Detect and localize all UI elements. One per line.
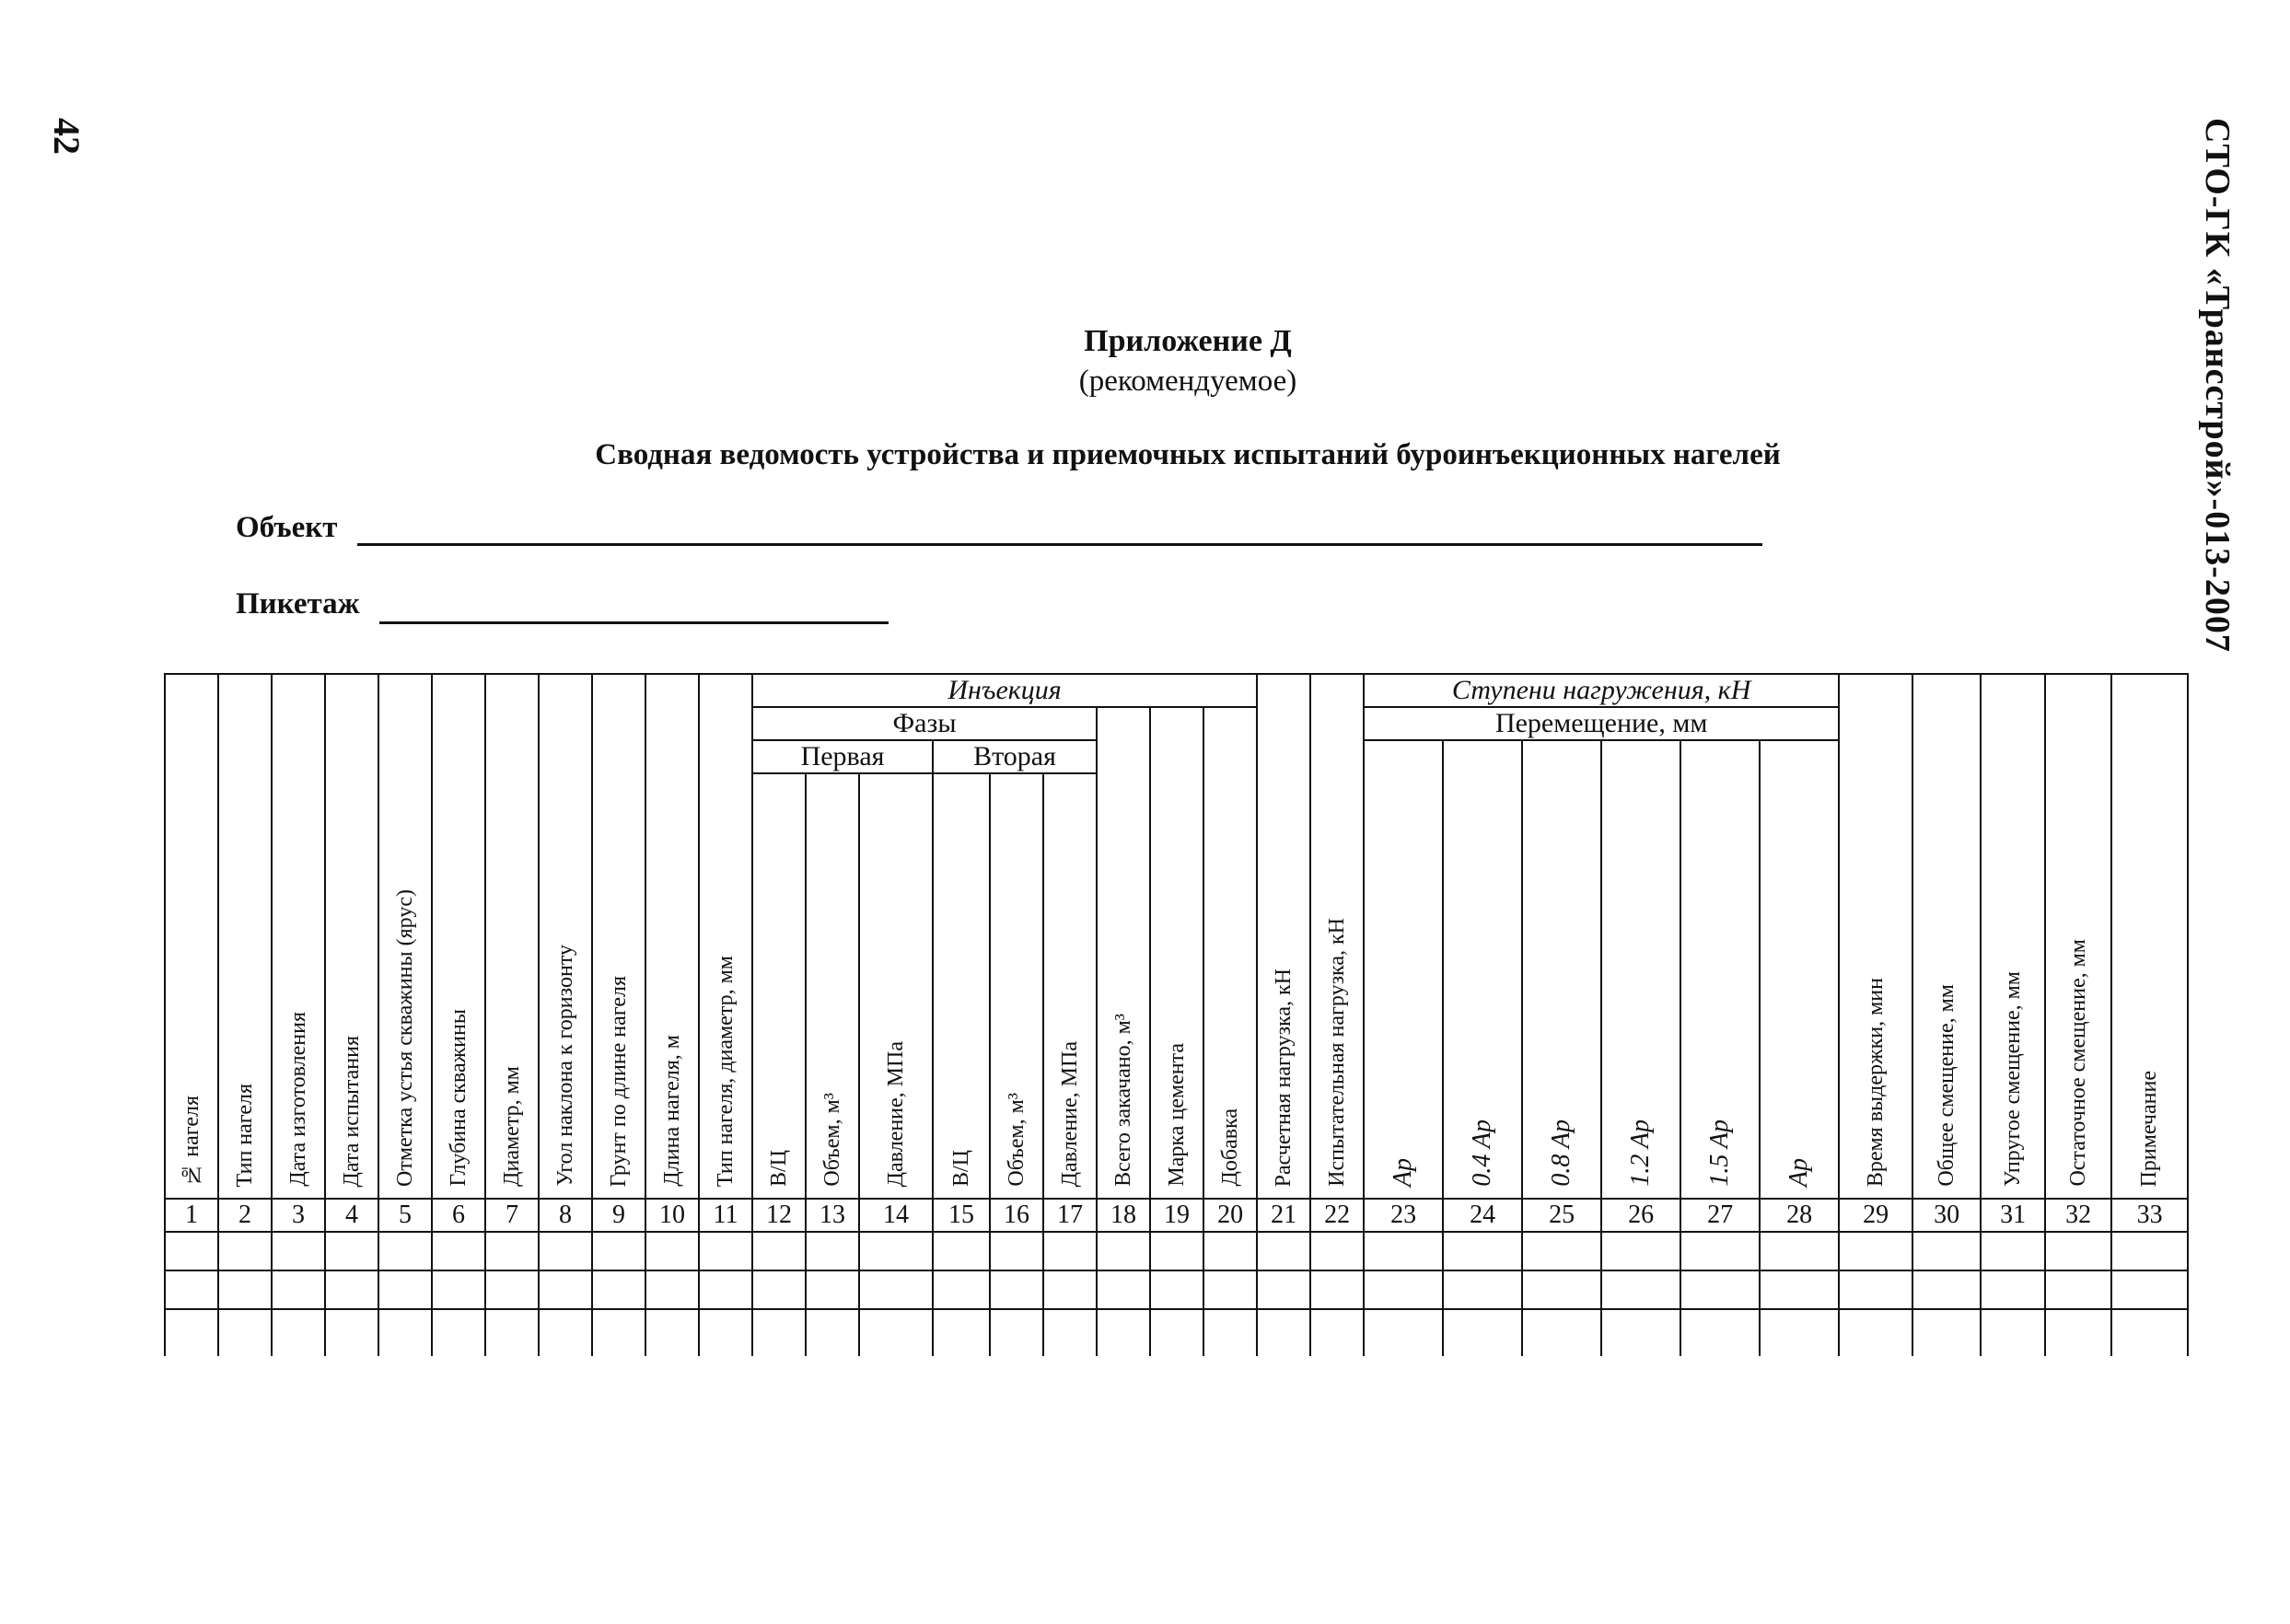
table-cell[interactable] [1150,1270,1203,1309]
table-cell[interactable] [432,1309,485,1356]
table-cell[interactable] [539,1270,592,1309]
column-number: 7 [485,1199,539,1232]
column-number: 8 [539,1199,592,1232]
header-c25: 0.8 Ap [1522,740,1601,1199]
document-title: Сводная ведомость устройства и приемочных испытаний буроинъекционных нагелей [595,438,1781,471]
table-cell[interactable] [1443,1232,1522,1270]
table-cell[interactable] [1443,1270,1522,1309]
table-cell[interactable] [325,1270,378,1309]
page-number: 42 [46,118,87,155]
column-number: 21 [1257,1199,1310,1232]
column-number: 32 [2045,1199,2111,1232]
table-cell[interactable] [1257,1232,1310,1270]
header-c28: Ap [1760,740,1839,1199]
header-c32: Остаточное смещение, мм [2045,674,2111,1199]
table-cell[interactable] [645,1270,699,1309]
header-c12: В/Ц [752,773,806,1199]
header-c16: Объем, м³ [990,773,1043,1199]
header-c24: 0.4 Ap [1443,740,1522,1199]
table-cell[interactable] [1912,1232,1981,1270]
table-cell[interactable] [1601,1309,1680,1356]
picket-field[interactable] [379,621,889,624]
column-number: 26 [1601,1199,1680,1232]
table-cell[interactable] [485,1309,539,1356]
table-cell[interactable] [1839,1309,1912,1356]
column-number: 23 [1364,1199,1443,1232]
column-number: 1 [165,1199,218,1232]
group-load-steps: Ступени нагружения, кН [1364,674,1839,707]
table-cell[interactable] [1680,1270,1760,1309]
table-cell[interactable] [218,1270,272,1309]
table-cell[interactable] [1522,1309,1601,1356]
group-first-phase: Первая [752,740,933,773]
table-cell[interactable] [218,1232,272,1270]
table-cell[interactable] [1043,1309,1097,1356]
header-c27: 1.5 Ap [1680,740,1760,1199]
header-c31: Упругое смещение, мм [1981,674,2045,1199]
table-cell[interactable] [1364,1232,1443,1270]
table-cell[interactable] [1443,1309,1522,1356]
document-code: СТО-ГК «Трансстрой»-013-2007 [2198,118,2237,653]
header-c22: Испытательная нагрузка, кН [1310,674,1364,1199]
table-cell[interactable] [1043,1232,1097,1270]
header-c19: Марка цемента [1150,707,1203,1199]
table-cell[interactable] [272,1232,325,1270]
group-injection: Инъекция [752,674,1257,707]
column-number: 3 [272,1199,325,1232]
table-cell[interactable] [1097,1270,1150,1309]
table-cell[interactable] [485,1270,539,1309]
column-number: 25 [1522,1199,1601,1232]
table-cell[interactable] [990,1270,1043,1309]
header-c30: Общее смещение, мм [1912,674,1981,1199]
header-c13: Объем, м³ [806,773,859,1199]
column-number: 18 [1097,1199,1150,1232]
table-cell[interactable] [645,1232,699,1270]
column-number: 9 [592,1199,645,1232]
table-cell[interactable] [378,1270,432,1309]
column-number: 13 [806,1199,859,1232]
table-row [165,1270,2188,1309]
table-cell[interactable] [1150,1232,1203,1270]
column-number-row [165,1199,2188,1232]
column-number: 11 [699,1199,752,1232]
column-number: 5 [378,1199,432,1232]
column-number: 2 [218,1199,272,1232]
table-cell[interactable] [1310,1309,1364,1356]
summary-table [164,673,2189,1356]
table-cell[interactable] [699,1232,752,1270]
table-cell[interactable] [2111,1232,2188,1270]
table-cell[interactable] [1601,1270,1680,1309]
table-cell[interactable] [1097,1232,1150,1270]
header-c33: Примечание [2111,674,2188,1199]
table-cell[interactable] [2111,1270,2188,1309]
table-cell[interactable] [2111,1309,2188,1356]
header-c18: Всего закачано, м³ [1097,707,1150,1199]
table-cell[interactable] [218,1309,272,1356]
header-c9: Грунт по длине нагеля [592,674,645,1199]
table-cell[interactable] [933,1309,990,1356]
table-cell[interactable] [539,1232,592,1270]
table-cell[interactable] [1203,1232,1257,1270]
column-number: 16 [990,1199,1043,1232]
header-c6: Глубина скважины [432,674,485,1199]
table-cell[interactable] [165,1270,218,1309]
table-cell[interactable] [1097,1309,1150,1356]
table-cell[interactable] [859,1309,933,1356]
table-cell[interactable] [806,1309,859,1356]
column-number: 27 [1680,1199,1760,1232]
column-number: 4 [325,1199,378,1232]
header-c5: Отметка устья скважины (ярус) [378,674,432,1199]
table-cell[interactable] [806,1270,859,1309]
table-cell[interactable] [699,1309,752,1356]
table-cell[interactable] [752,1270,806,1309]
table-cell[interactable] [539,1309,592,1356]
column-number: 19 [1150,1199,1203,1232]
header-c3: Дата изготовления [272,674,325,1199]
header-c7: Диаметр, мм [485,674,539,1199]
table-cell[interactable] [1601,1232,1680,1270]
picket-label: Пикетаж [236,587,360,621]
table-cell[interactable] [1310,1232,1364,1270]
table-cell[interactable] [1760,1309,1839,1356]
column-number: 12 [752,1199,806,1232]
table-cell[interactable] [752,1232,806,1270]
table-cell[interactable] [1912,1270,1981,1309]
table-cell[interactable] [699,1270,752,1309]
column-number: 14 [859,1199,933,1232]
header-c10: Длина нагеля, м [645,674,699,1199]
table-cell[interactable] [592,1270,645,1309]
table-cell[interactable] [1839,1270,1912,1309]
column-number: 15 [933,1199,990,1232]
column-number: 17 [1043,1199,1097,1232]
object-label: Объект [236,511,338,544]
table-cell[interactable] [165,1232,218,1270]
table-cell[interactable] [1680,1232,1760,1270]
table-cell[interactable] [1981,1232,2045,1270]
table-cell[interactable] [806,1232,859,1270]
table-cell[interactable] [1257,1270,1310,1309]
table-cell[interactable] [1310,1270,1364,1309]
column-number: 31 [1981,1199,2045,1232]
header-c29: Время выдержки, мин [1839,674,1912,1199]
table-cell[interactable] [2045,1270,2111,1309]
header-c4: Дата испытания [325,674,378,1199]
table-cell[interactable] [1912,1309,1981,1356]
table-cell[interactable] [645,1309,699,1356]
table-cell[interactable] [1839,1232,1912,1270]
table-cell[interactable] [933,1270,990,1309]
table-cell[interactable] [325,1232,378,1270]
table-cell[interactable] [859,1232,933,1270]
table-cell[interactable] [1522,1232,1601,1270]
header-c11: Тип нагеля, диаметр, мм [699,674,752,1199]
table-cell[interactable] [272,1309,325,1356]
header-c20: Добавка [1203,707,1257,1199]
header-c26: 1.2 Ap [1601,740,1680,1199]
header-c21: Расчетная нагрузка, кН [1257,674,1310,1199]
header-c14: Давление, МПа [859,773,933,1199]
table-cell[interactable] [1981,1270,2045,1309]
table-cell[interactable] [990,1232,1043,1270]
header-c17: Давление, МПа [1043,773,1097,1199]
appendix-title: Приложение Д [1084,324,1292,358]
table-cell[interactable] [1257,1309,1310,1356]
column-number: 24 [1443,1199,1522,1232]
column-number: 28 [1760,1199,1839,1232]
header-c23: Ap [1364,740,1443,1199]
table-cell[interactable] [1364,1309,1443,1356]
table-cell[interactable] [1760,1232,1839,1270]
header-c8: Угол наклона к горизонту [539,674,592,1199]
table-cell[interactable] [432,1232,485,1270]
table-cell[interactable] [1364,1270,1443,1309]
table-cell[interactable] [1203,1270,1257,1309]
table-cell[interactable] [752,1309,806,1356]
object-field[interactable] [357,543,1762,546]
group-displacement: Перемещение, мм [1364,707,1839,740]
table-cell[interactable] [933,1232,990,1270]
column-number: 10 [645,1199,699,1232]
table-row [165,1309,2188,1356]
header-c1: № нагеля [165,674,218,1199]
table-cell[interactable] [485,1232,539,1270]
table-cell[interactable] [592,1232,645,1270]
table-cell[interactable] [1043,1270,1097,1309]
column-number: 22 [1310,1199,1364,1232]
column-number: 6 [432,1199,485,1232]
header-c2: Тип нагеля [218,674,272,1199]
table-cell[interactable] [1680,1309,1760,1356]
table-cell[interactable] [1150,1309,1203,1356]
table-cell[interactable] [859,1270,933,1309]
table-cell[interactable] [272,1270,325,1309]
table-cell[interactable] [2045,1232,2111,1270]
column-number: 20 [1203,1199,1257,1232]
table-cell[interactable] [432,1270,485,1309]
table-cell[interactable] [2045,1309,2111,1356]
appendix-subtitle: (рекомендуемое) [1078,365,1297,398]
table-cell[interactable] [378,1309,432,1356]
table-cell[interactable] [1981,1309,2045,1356]
table-cell[interactable] [990,1309,1043,1356]
table-cell[interactable] [1522,1270,1601,1309]
table-cell[interactable] [1760,1270,1839,1309]
table-cell[interactable] [1203,1309,1257,1356]
header-c15: В/Ц [933,773,990,1199]
table-row [165,1232,2188,1270]
column-number: 30 [1912,1199,1981,1232]
table-cell[interactable] [165,1309,218,1356]
table-cell[interactable] [592,1309,645,1356]
group-phases: Фазы [752,707,1097,740]
table-cell[interactable] [325,1309,378,1356]
column-number: 29 [1839,1199,1912,1232]
table-cell[interactable] [378,1232,432,1270]
group-second-phase: Вторая [933,740,1097,773]
column-number: 33 [2111,1199,2188,1232]
